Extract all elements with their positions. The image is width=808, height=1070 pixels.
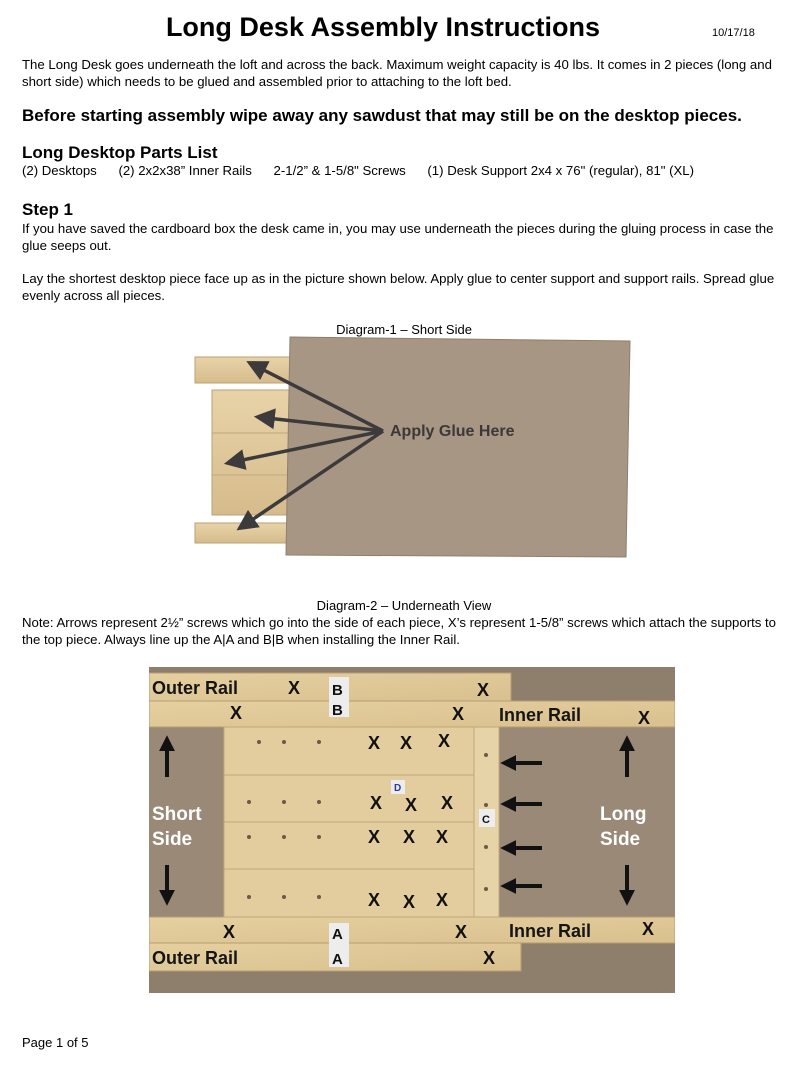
x-mark-1: X xyxy=(288,678,301,698)
step-1-paragraph-2: Lay the shortest desktop piece face up as in the picture shown below. Apply glue to center support and support rails. Spread glue evenly across all pieces. xyxy=(22,271,775,303)
part-inner-rails: (2) 2x2x38” Inner Rails xyxy=(118,163,252,178)
parts-list-heading: Long Desktop Parts List xyxy=(22,143,218,162)
inner-rail-bottom-label: Inner Rail xyxy=(509,921,592,941)
x-mark-14: X xyxy=(436,827,449,847)
intro-paragraph: The Long Desk goes underneath the loft and across the back. Maximum weight capacity is 40 lbs. It comes in 2 pieces (long and short side) which needs to be glued and assembled prior to attaching to the loft bed. xyxy=(22,57,772,89)
x-mark-18: X xyxy=(223,922,236,942)
diagram-1-short-side-photo xyxy=(190,335,635,560)
x-mark-17: X xyxy=(436,890,449,910)
x-mark-13: X xyxy=(403,827,416,847)
short-side-label-line-2: Side xyxy=(152,829,193,850)
long-side-label-line-2: Side xyxy=(600,829,641,850)
step-1-paragraph-1: If you have saved the cardboard box the desk came in, you may use underneath the pieces during the gluing process in case the glue seeps out. xyxy=(22,221,774,253)
diagram-2-note: Note: Arrows represent 2½” screws which go into the side of each piece, X’s represent 1-5/8” screws which attach the supports to the top piece. Always line up the A|A and B|B when installing the Inner Rail. xyxy=(22,615,777,647)
x-mark-16: X xyxy=(403,892,416,912)
x-mark-20: X xyxy=(642,919,655,939)
outer-rail-top-label: Outer Rail xyxy=(152,678,239,698)
outer-rail-bottom-label: Outer Rail xyxy=(152,948,239,968)
x-mark-9: X xyxy=(370,793,383,813)
part-desktops: (2) Desktops xyxy=(22,163,97,178)
label-d: D xyxy=(394,783,402,794)
page-number: Page 1 of 5 xyxy=(22,1035,89,1050)
x-mark-7: X xyxy=(400,733,413,753)
x-mark-4: X xyxy=(452,704,465,724)
x-mark-2: X xyxy=(477,680,490,700)
short-side-label-line-1: Short xyxy=(152,804,202,825)
parts-list xyxy=(22,163,712,178)
label-a-inner: A xyxy=(332,926,343,943)
diagram-2-underneath-view-photo xyxy=(149,667,675,993)
x-mark-3: X xyxy=(230,703,243,723)
diagram-2-caption: Diagram-2 – Underneath View xyxy=(316,598,492,613)
x-mark-8: X xyxy=(438,731,451,751)
label-a-outer: A xyxy=(332,951,343,968)
x-mark-5: X xyxy=(638,708,651,728)
apply-glue-label: Apply Glue Here xyxy=(390,423,515,440)
label-b-outer: B xyxy=(332,682,343,699)
inner-rail-top-label: Inner Rail xyxy=(499,705,582,725)
x-mark-10: X xyxy=(405,795,418,815)
part-screws: 2-1/2” & 1-5/8" Screws xyxy=(273,163,406,178)
x-mark-6: X xyxy=(368,733,381,753)
document-date: 10/17/18 xyxy=(712,27,755,39)
page-title: Long Desk Assembly Instructions xyxy=(165,12,601,42)
x-mark-11: X xyxy=(441,793,454,813)
label-b-inner: B xyxy=(332,702,343,719)
long-side-label-line-1: Long xyxy=(600,804,647,825)
x-mark-19: X xyxy=(455,922,468,942)
x-mark-21: X xyxy=(483,948,496,968)
part-desk-support: (1) Desk Support 2x4 x 76" (regular), 81" (XL) xyxy=(427,163,695,178)
diagram-1-caption: Diagram-1 – Short Side xyxy=(336,322,472,337)
sawdust-warning: Before starting assembly wipe away any sawdust that may still be on the desktop pieces. xyxy=(22,106,742,125)
x-mark-15: X xyxy=(368,890,381,910)
x-mark-12: X xyxy=(368,827,381,847)
step-1-heading: Step 1 xyxy=(22,200,74,219)
label-c: C xyxy=(482,814,490,826)
